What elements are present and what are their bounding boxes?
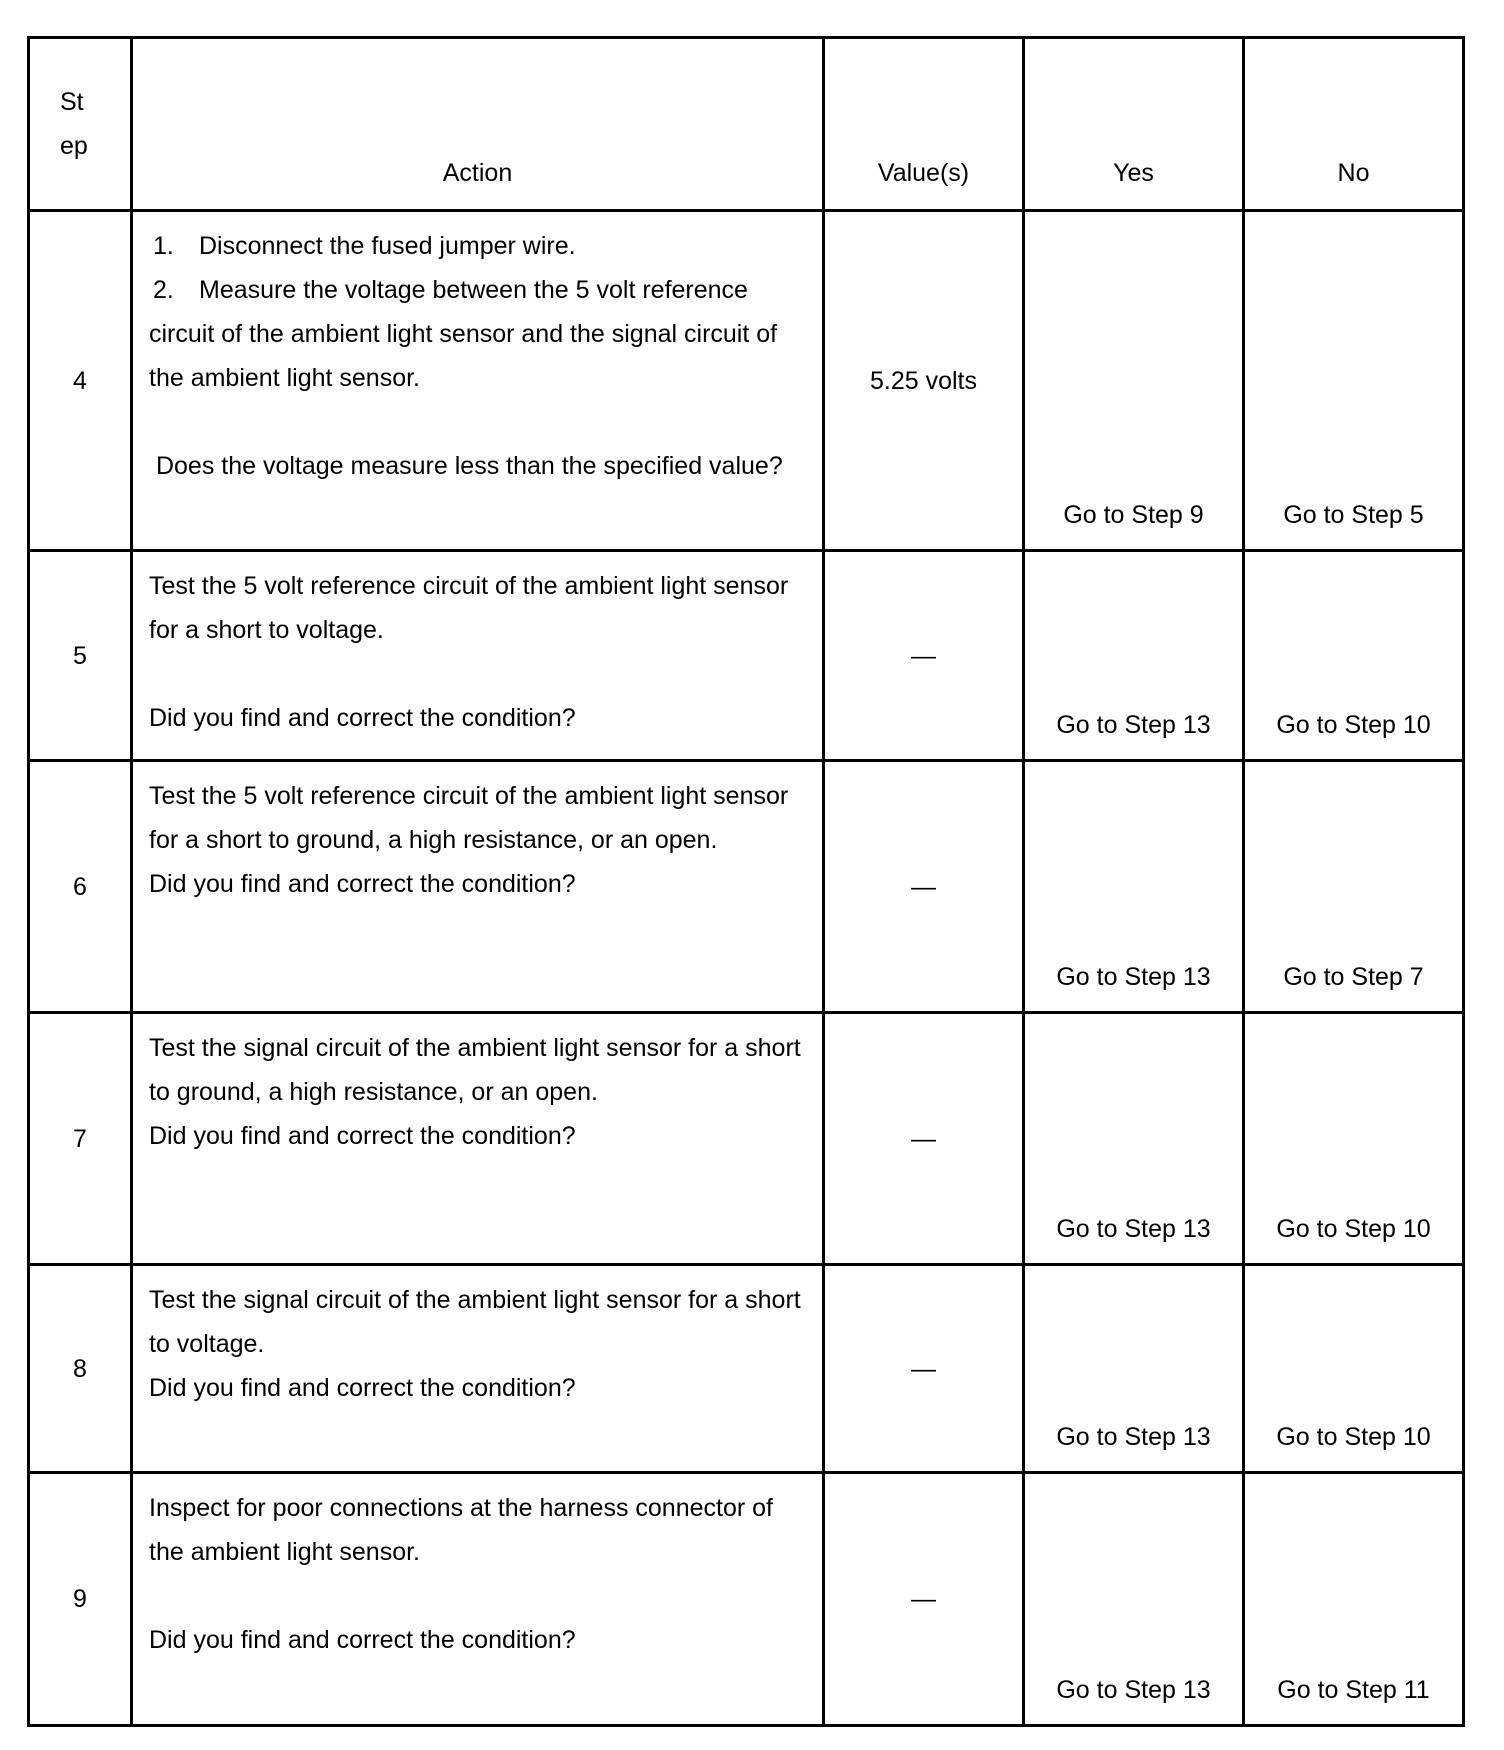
- action-text: Inspect for poor connections at the harness connector of the ambient light sensor.: [149, 1494, 773, 1566]
- action-cell: [132, 551, 824, 761]
- value-cell: 5.25 volts: [824, 211, 1024, 551]
- yes-cell: Go to Step 13: [1024, 761, 1244, 1013]
- value-cell: —: [824, 1473, 1024, 1726]
- header-no: No: [1244, 38, 1464, 211]
- no-cell: Go to Step 10: [1244, 551, 1464, 761]
- diagnostic-table: [27, 36, 1465, 1727]
- table-row: [29, 551, 1464, 761]
- action-cell: [132, 1265, 824, 1473]
- question-text: Did you find and correct the condition?: [149, 1122, 576, 1150]
- action-cell: [132, 1473, 824, 1726]
- step-number: 6: [29, 761, 132, 1013]
- action-text: Test the 5 volt reference circuit of the ambient light sensor for a short to ground, a high resistance, or an open.: [149, 782, 789, 854]
- list-item: 2. Measure the voltage between the 5 volt reference circuit of the ambient light sensor and the signal circuit of the ambient light sensor.: [149, 276, 778, 392]
- table-row: [29, 211, 1464, 551]
- step-number: 8: [29, 1265, 132, 1473]
- list-item: 1. Disconnect the fused jumper wire.: [153, 232, 576, 260]
- step-number: 5: [29, 551, 132, 761]
- value-cell: —: [824, 761, 1024, 1013]
- yes-cell: Go to Step 13: [1024, 1013, 1244, 1265]
- action-cell: [132, 1013, 824, 1265]
- question-text: Did you find and correct the condition?: [149, 704, 576, 732]
- step-number: 9: [29, 1473, 132, 1726]
- step-number: 7: [29, 1013, 132, 1265]
- action-cell: [132, 761, 824, 1013]
- no-cell: Go to Step 5: [1244, 211, 1464, 551]
- action-text: Test the signal circuit of the ambient light sensor for a short to voltage.: [149, 1286, 801, 1358]
- header-action: Action: [132, 38, 824, 211]
- action-text: Test the 5 volt reference circuit of the ambient light sensor for a short to voltage.: [149, 572, 789, 644]
- value-cell: —: [824, 1265, 1024, 1473]
- no-cell: Go to Step 10: [1244, 1013, 1464, 1265]
- table-row: [29, 761, 1464, 1013]
- question-text: Does the voltage measure less than the specified value?: [149, 452, 783, 480]
- table-row: [29, 1013, 1464, 1265]
- no-cell: Go to Step 7: [1244, 761, 1464, 1013]
- yes-cell: Go to Step 13: [1024, 1473, 1244, 1726]
- header-values: Value(s): [824, 38, 1024, 211]
- table-row: [29, 1473, 1464, 1726]
- action-list: [149, 224, 808, 400]
- table-row: [29, 1265, 1464, 1473]
- value-cell: —: [824, 1013, 1024, 1265]
- question-text: Did you find and correct the condition?: [149, 1374, 576, 1402]
- yes-cell: Go to Step 9: [1024, 211, 1244, 551]
- question-text: Did you find and correct the condition?: [149, 870, 576, 898]
- header-step: St ep: [29, 38, 132, 211]
- value-cell: —: [824, 551, 1024, 761]
- step-number: 4: [29, 211, 132, 551]
- action-cell: [132, 211, 824, 551]
- question-text: Did you find and correct the condition?: [149, 1626, 576, 1654]
- header-row: [29, 38, 1464, 211]
- header-yes: Yes: [1024, 38, 1244, 211]
- yes-cell: Go to Step 13: [1024, 1265, 1244, 1473]
- no-cell: Go to Step 11: [1244, 1473, 1464, 1726]
- yes-cell: Go to Step 13: [1024, 551, 1244, 761]
- no-cell: Go to Step 10: [1244, 1265, 1464, 1473]
- action-text: Test the signal circuit of the ambient light sensor for a short to ground, a high resistance, or an open.: [149, 1034, 801, 1106]
